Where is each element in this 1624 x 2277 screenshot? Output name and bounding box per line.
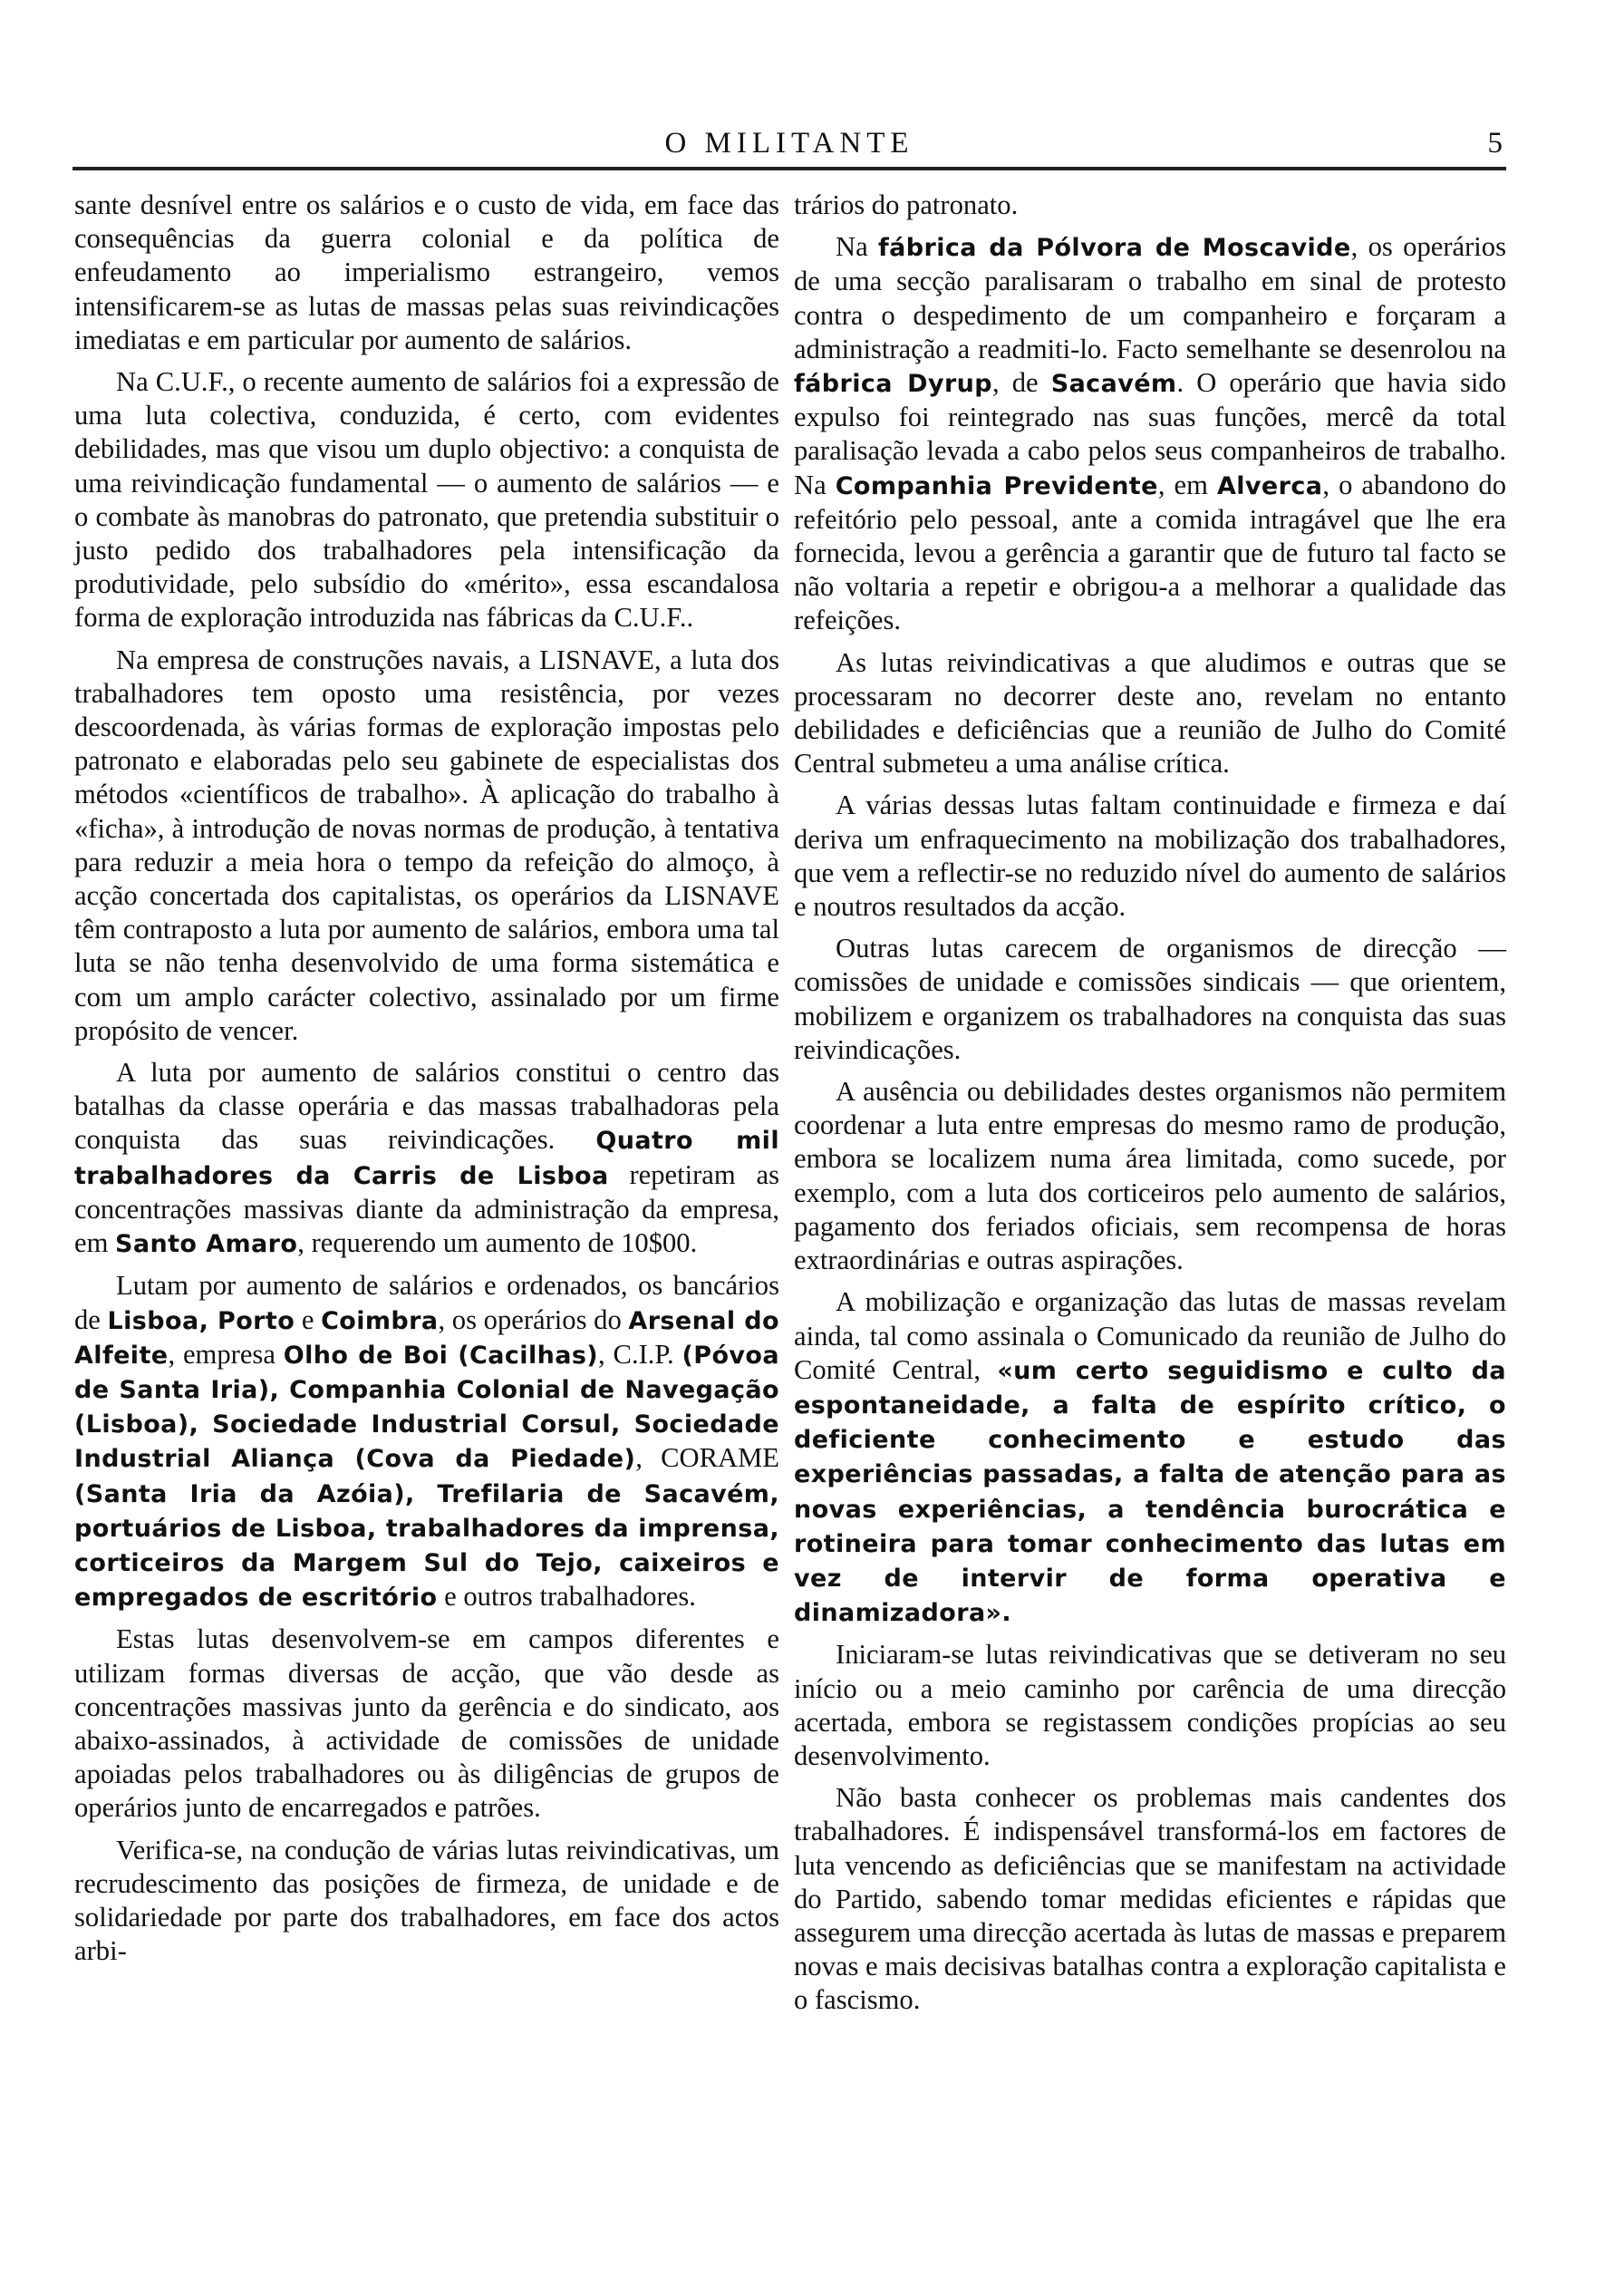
text-run: , os operários de uma secção paralisaram o trabalho em sinal de protesto contra o despedimento de um companheiro e forçaram a administração a readmiti-lo. Facto semelhante se desenrolou na [794,231,1506,364]
paragraph [794,1781,1506,2017]
paragraph [74,1269,779,1614]
text-run: Iniciaram-se lutas reivindicativas que se detiveram no seu início ou a meio caminho por carência de uma direcção acertada, embora se registassem condições propícias ao seu desenvolvimento. [794,1639,1506,1771]
text-run: Na C.U.F., o recente aumento de salários foi a expressão de uma luta colectiva, conduzida, é certo, com evidentes debilidades, mas que visou um duplo objectivo: a conquista de uma reivindicação fundamental — o aumento de salários — e o combate às manobras do patronato, que pretendia substituir o justo pedido dos trabalhadores pela intensificação da produtividade, pelo subsídio do «mérito», essa escandalosa forma de exploração introduzida nas fábricas da C.U.F.. [74,366,779,634]
bold-text-run: Coimbra [321,1306,439,1335]
paragraph [794,1285,1506,1630]
bold-text-run: (Póvoa de Santa Iria), Companhia Colonial de Navegação (Lisboa), Sociedade Industrial Corsul, Sociedade Industrial Aliança (Cova da Piedade) [74,1341,779,1474]
text-run: sante desnível entre os salários e o custo de vida, em face das consequências da guerra colonial e da política de enfeudamento ao imperialismo estrangeiro, vemos intensificarem-se as lutas de massas pelas suas reivindicações imediatas e em particular por aumento de salários. [74,189,779,355]
page-number: 5 [1487,127,1503,160]
paragraph [794,1075,1506,1277]
text-run: Na empresa de construções navais, a LISNAVE, a luta dos trabalhadores tem oposto uma resistência, por vezes descoordenada, às várias formas de exploração impostas pelo patronato e elaboradas pelo seu gabinete de especialistas dos métodos «científicos de trabalho». À aplicação do trabalho à «ficha», à introdução de novas normas de produção, à tentativa para reduzir a meia hora o tempo da refeição do almoço, à acção concertada dos capitalistas, os operários da LISNAVE têm contraposto a luta por aumento de salários, embora uma tal luta se não tenha desenvolvido de uma forma sistemática e com um amplo carácter colectivo, assinalado por um firme propósito de vencer. [74,644,779,1046]
text-run: , empresa [168,1338,284,1370]
right-column [794,189,1506,2026]
page-header [72,125,1506,170]
text-run: , o abandono do refeitório pelo pessoal, ante a comida intragável que lhe era fornecida, levou a gerência a garantir que de futuro tal facto se não voltaria a repetir e obrigou-a a melhorar a qualidade das refeições. [794,469,1506,636]
text-run: , em [1157,469,1217,500]
text-run: A várias dessas lutas faltam continuidade e firmeza e daí deriva um enfraquecimento na mobilização dos trabalhadores, que vem a reflectir-se no reduzido nível do aumento de salários e noutros resultados da acção. [794,790,1506,923]
bold-text-run: Olho de Boi (Cacilhas) [283,1341,599,1370]
paragraph [74,1623,779,1825]
text-run: repetiram as concentrações massivas diante da administração da empresa, em [74,1158,779,1259]
text-run: Na [836,231,879,263]
text-run: A luta por aumento de salários constitui o centro das batalhas da classe operária e das massas trabalhadoras pela conquista das suas reivindicações. [74,1057,779,1156]
bold-text-run: «um certo seguidismo e culto da espontaneidade, a falta de espírito crítico, o deficiente conhecimento e estudo das experiências passadas, a falta de atenção para as novas experiências, a tendência burocrática e rotineira para tomar conhecimento das lutas em vez de intervir de forma operativa e dinamizadora». [794,1356,1506,1628]
paragraph [794,646,1506,781]
bold-text-run: (Santa Iria da Azóia), Trefilaria de Sacavém, portuários de Lisboa, trabalhadores da imprensa, corticeiros da Margem Sul do Tejo, caixeiros e empregados de escritório [74,1479,779,1613]
text-run: . O operário que havia sido expulso foi reintegrado nas suas funções, mercê da total paralisação levada a cabo pelos seus companheiros de trabalho. Na [794,367,1506,500]
text-run: Não basta conhecer os problemas mais candentes dos trabalhadores. É indispensável transformá-los em factores de luta vencendo as deficiências que se manifestam na actividade do Partido, sabendo tomar medidas eficientes e rápidas que assegurem uma direcção acertada às lutas de massas e preparem novas e mais decisivas batalhas contra a exploração capitalista e o fascismo. [794,1782,1506,2016]
bold-text-run: Santo Amaro [115,1230,298,1259]
text-run: Lutam por aumento de salários e ordenados, os bancários de [74,1270,779,1335]
text-run: , C.I.P. [598,1338,682,1370]
bold-text-run: Lisboa, Porto [107,1306,295,1335]
paragraph [794,1638,1506,1773]
text-run: trários do patronato. [794,189,1019,220]
text-run: e [295,1303,322,1335]
paragraph [74,365,779,635]
paragraph [74,1834,779,1969]
bold-text-run: fábrica da Pólvora de Moscavide [878,234,1351,263]
text-run: A mobilização e organização das lutas de massas revelam ainda, tal como assinala o Comunicado da reunião de Julho do Comité Central, [794,1286,1506,1385]
text-run: As lutas reivindicativas a que aludimos e outras que se processaram no decorrer deste ano, revelam no entanto debilidades e deficiências que a reunião de Julho do Comité Central submeteu a uma análise crítica. [794,646,1506,780]
paragraph [794,189,1506,222]
text-run: , de [992,367,1051,399]
text-run: Estas lutas desenvolvem-se em campos diferentes e utilizam formas diversas de acção, que vão desde as concentrações massivas junto da gerência e do sindicato, aos abaixo-assinados, à actividade de comissões de unidade apoiadas pelos trabalhadores ou às diligências de grupos de operários junto de encarregados e patrões. [74,1623,779,1824]
text-run: , CORAME [635,1442,779,1474]
paragraph [794,932,1506,1067]
paragraph [74,189,779,357]
paragraph [74,1056,779,1261]
bold-text-run: fábrica Dyrup [794,370,993,399]
text-run: , requerendo um aumento de 10$00. [297,1227,698,1259]
paragraph [794,230,1506,637]
bold-text-run: Arsenal do Alfeite [74,1306,779,1370]
bold-text-run: Quatro mil trabalhadores da Carris de Lisboa [74,1127,779,1190]
text-run: , os operários do [438,1303,629,1335]
bold-text-run: Alverca [1216,471,1323,500]
running-title: O MILITANTE [664,127,914,160]
paragraph [794,789,1506,924]
text-run: Verifica-se, na condução de várias lutas reivindicativas, um recrudescimento das posições de firmeza, de unidade e de solidariedade por parte dos trabalhadores, em face dos actos arbi- [74,1834,779,1967]
left-column [74,189,779,1976]
text-run: Outras lutas carecem de organismos de direcção — comissões de unidade e comissões sindicais — que orientem, mobilizem e organizem os trabalhadores na conquista das suas reivindicações. [794,933,1506,1065]
text-run: A ausência ou debilidades destes organismos não permitem coordenar a luta entre empresas do mesmo ramo de produção, embora se localizem numa área limitada, como sucede, por exemplo, com a luta dos corticeiros pelo aumento de salários, pagamento dos feriados oficiais, sem recompensa de horas extraordinárias e outras aspirações. [794,1076,1506,1276]
bold-text-run: Companhia Previdente [835,471,1158,500]
bold-text-run: Sacavém [1050,370,1177,399]
paragraph [74,644,779,1048]
text-run: e outros trabalhadores. [437,1581,696,1613]
